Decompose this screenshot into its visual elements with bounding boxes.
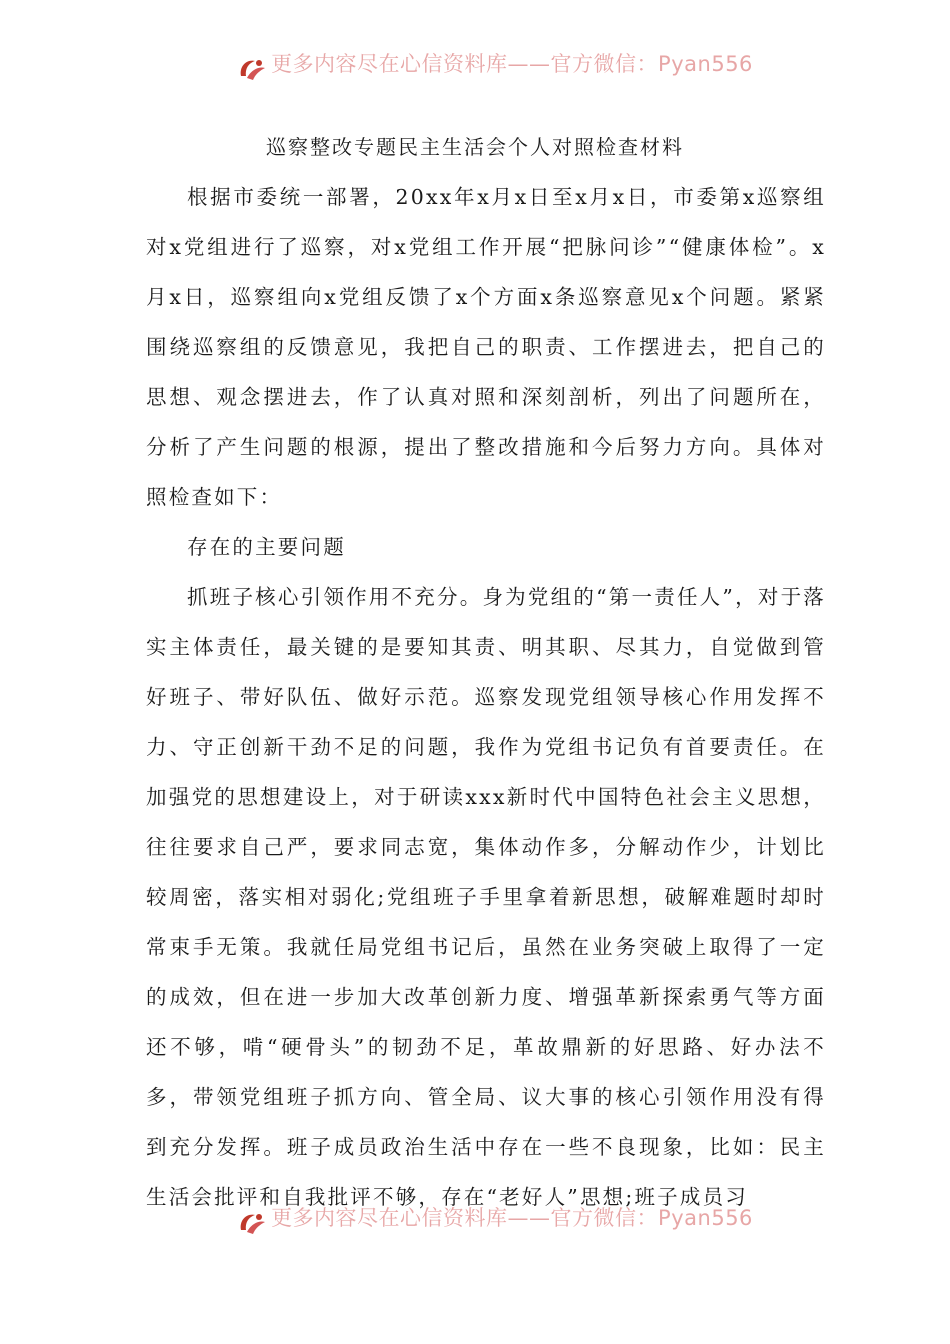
- section-heading: 存在的主要问题: [187, 535, 346, 559]
- watermark-header: [0, 52, 950, 86]
- paragraph-intro: 根据市委统一部署，20xx年x月x日至x月x日，市委第x巡察组对x党组进行了巡察，对x党组工作开展“把脉问诊”“健康体检”。x月x日，巡察组向x党组反馈了x个方面x条巡察意见x个问题。紧紧围绕巡察组的反馈意见，我把自己的职责、工作摆进去，把自己的思想、观念摆进去，作了认真对照和深刻剖析，列出了问题所在，分析了产生问题的根源，提出了整改措施和今后努力方向。具体对照检查如下：: [146, 185, 826, 509]
- document-title: 巡察整改专题民主生活会个人对照检查材料: [266, 135, 684, 159]
- watermark-logo-icon: [237, 1210, 267, 1236]
- paragraph-issue: 抓班子核心引领作用不充分。身为党组的“第一责任人”，对于落实主体责任，最关键的是要知其责、明其职、尽其力，自觉做到管好班子、带好队伍、做好示范。巡察发现党组领导核心作用发挥不力、守正创新干劲不足的问题，我作为党组书记负有首要责任。在加强党的思想建设上，对于研读xxx新时代中国特色社会主义思想，往往要求自己严，要求同志宽，集体动作多，分解动作少，计划比较周密，落实相对弱化;党组班子手里拿着新思想，破解难题时却时常束手无策。我就任局党组书记后，虽然在业务突破上取得了一定的成效，但在进一步加大改革创新力度、增强革新探索勇气等方面还不够，啃“硬骨头”的韧劲不足，革故鼎新的好思路、好办法不多，带领党组班子抓方向、管全局、议大事的核心引领作用没有得到充分发挥。班子成员政治生活中存在一些不良现象，比如：民主生活会批评和自我批评不够，存在“老好人”思想;班子成员习: [146, 585, 826, 1209]
- watermark-text: 更多内容尽在心信资料库——官方微信：Pyan556: [271, 1206, 753, 1230]
- watermark-text: 更多内容尽在心信资料库——官方微信：Pyan556: [271, 52, 753, 76]
- watermark-footer: [0, 1206, 950, 1240]
- watermark-logo-icon: [237, 56, 267, 82]
- document-body: [146, 172, 826, 1222]
